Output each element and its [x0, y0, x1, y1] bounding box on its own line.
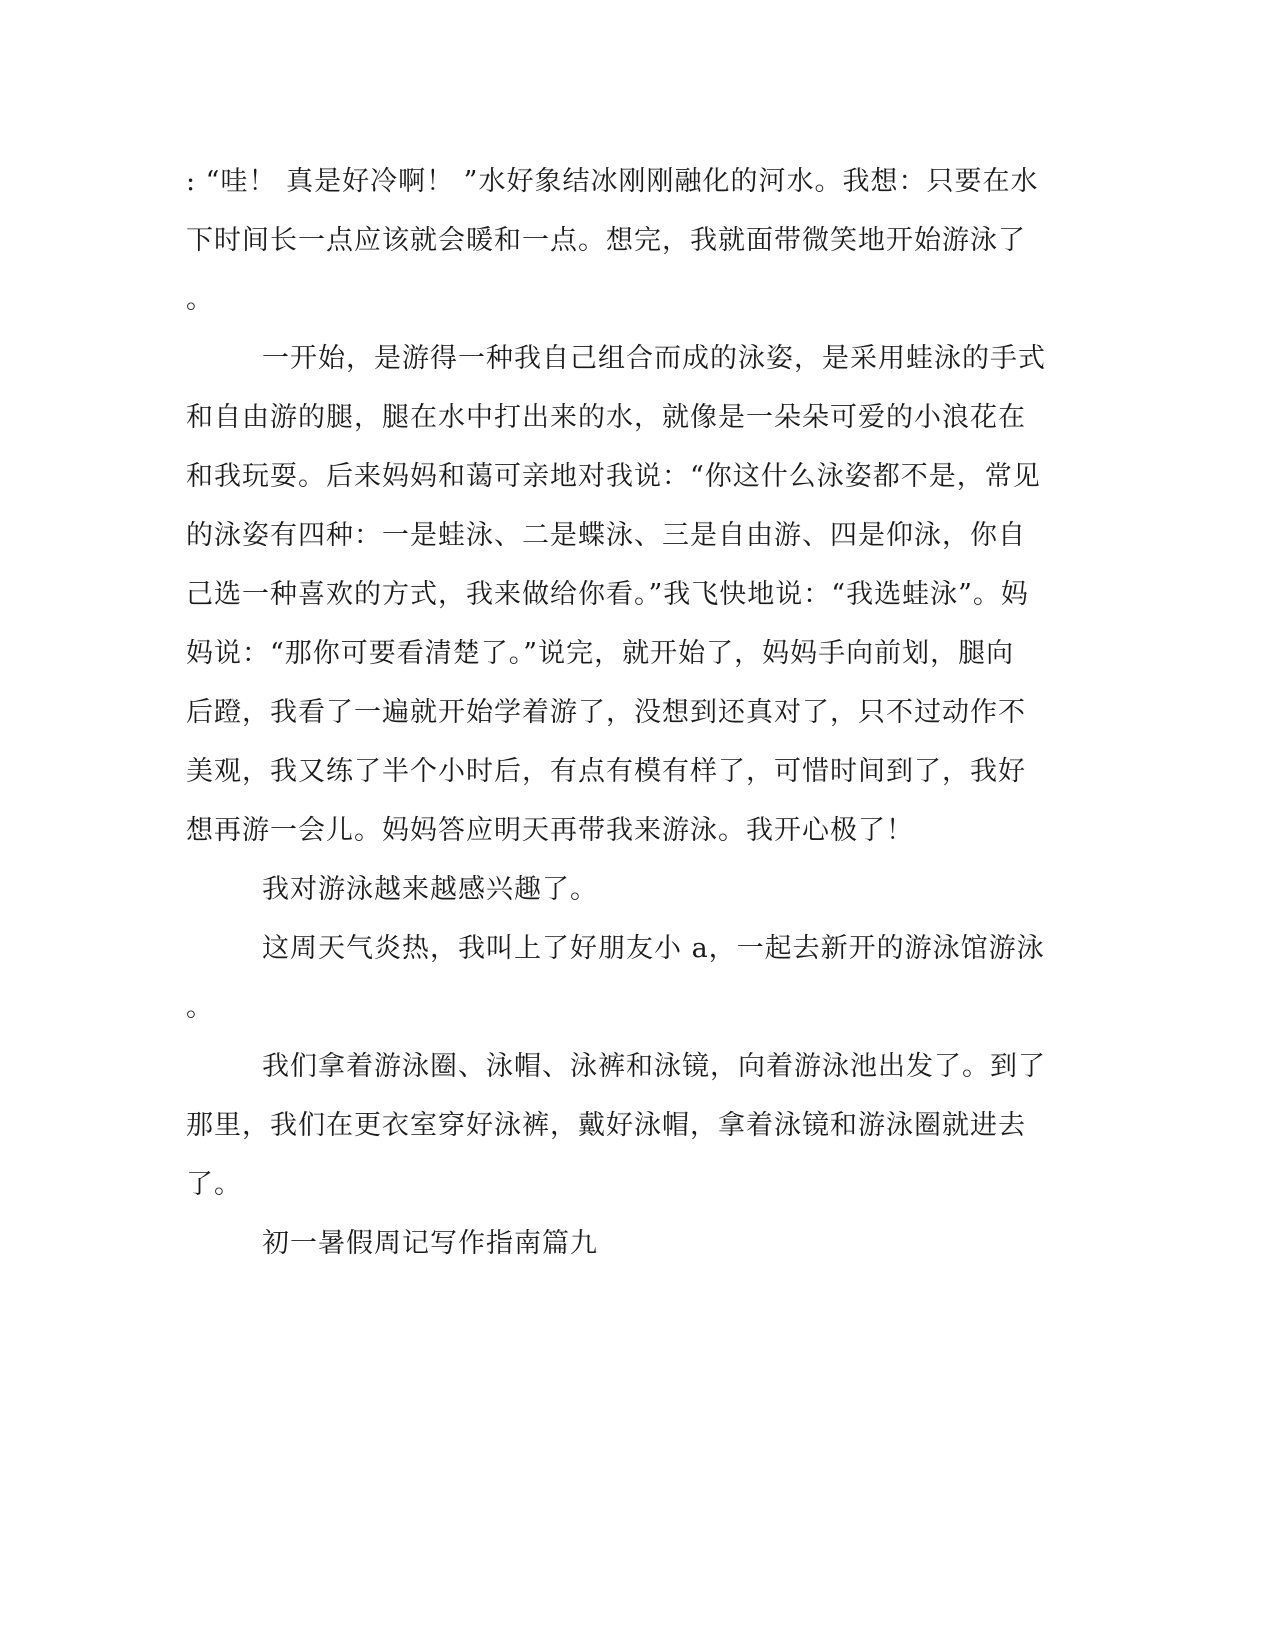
text-line: 后蹬，我看了一遍就开始学着游了，没想到还真对了，只不过动作不 [186, 697, 1026, 728]
text-line: 。 [186, 992, 214, 1023]
text-line: 我对游泳越来越感兴趣了。 [262, 874, 598, 905]
text-line: 下时间长一点应该就会暖和一点。想完，我就面带微笑地开始游泳了 [186, 225, 1026, 256]
text-line: : “哇！ 真是好冷啊！ ”水好象结冰刚刚融化的河水。我想：只要在水 [186, 166, 1039, 197]
text-line: 这周天气炎热，我叫上了好朋友小 a，一起去新开的游泳馆游泳 [262, 933, 1045, 964]
section-heading: 初一暑假周记写作指南篇九 [262, 1228, 598, 1259]
text-line: 想再游一会儿。妈妈答应明天再带我来游泳。我开心极了！ [186, 815, 914, 846]
text-line: 我们拿着游泳圈、泳帽、泳裤和泳镜，向着游泳池出发了。到了 [262, 1051, 1046, 1082]
text-line: 和我玩耍。后来妈妈和蔼可亲地对我说：“你这什么泳姿都不是，常见 [186, 461, 1041, 492]
text-line: 一开始，是游得一种我自己组合而成的泳姿，是采用蛙泳的手式 [262, 343, 1046, 374]
text-line: 己选一种喜欢的方式，我来做给你看。”我飞快地说：“我选蛙泳”。妈 [186, 579, 1029, 610]
text-line: 妈说：“那你可要看清楚了。”说完，就开始了，妈妈手向前划，腿向 [186, 638, 1015, 669]
text-line: 了。 [186, 1169, 242, 1200]
text-line: 和自由游的腿，腿在水中打出来的水，就像是一朵朵可爱的小浪花在 [186, 402, 1026, 433]
text-line: 的泳姿有四种：一是蛙泳、二是蝶泳、三是自由游、四是仰泳，你自 [186, 520, 1026, 551]
text-line: 。 [186, 284, 214, 315]
text-line: 美观，我又练了半个小时后，有点有模有样了，可惜时间到了，我好 [186, 756, 1026, 787]
text-line: 那里，我们在更衣室穿好泳裤，戴好泳帽，拿着泳镜和游泳圈就进去 [186, 1110, 1026, 1141]
